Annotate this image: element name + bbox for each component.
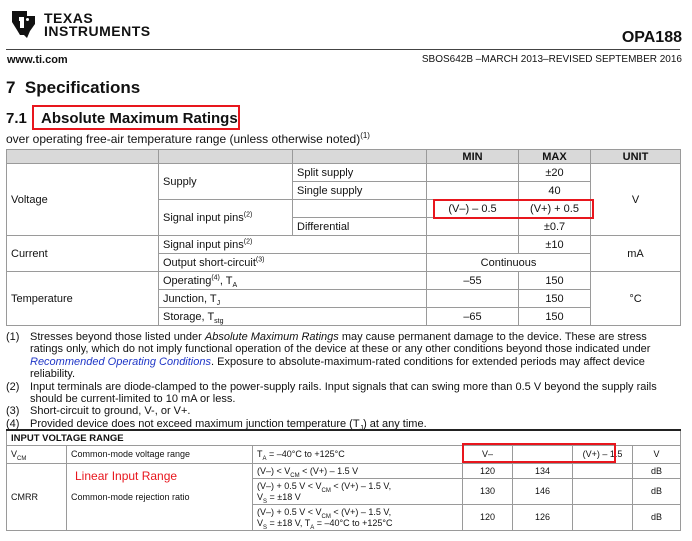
section-name: Specifications — [24, 78, 141, 97]
footnote-1: (1) Stresses beyond those listed under Absolute Maximum Ratings may cause permanent damage to the device. These are stress ratings only, which do not imply functional operation of the device at these or any other conditions beyond those indicated under Recommended Operating Conditions. Exposure to absolute-maximum-rated conditions for extended periods may affect device reliability. — [6, 331, 651, 381]
operating-temp-min: –55 — [427, 272, 519, 290]
cmrr-symbol: CMRR — [7, 464, 67, 531]
highlight-box-signal-input — [433, 199, 594, 219]
footnote-2: (2) Input terminals are diode-clamped to the power-supply rails. Input signals that can swing more than 0.5 V beyond the supply rails should be current-limited to 10 mA or less. — [6, 380, 657, 406]
min-header: MIN — [427, 150, 519, 164]
temperature-unit: °C — [591, 272, 681, 326]
table-row — [7, 272, 681, 290]
vcm-unit: V — [633, 446, 681, 464]
vcm-parameter: Common-mode voltage range — [67, 446, 253, 464]
cmrr-min-2: 130 — [463, 479, 513, 505]
vcm-symbol: $V_{CM}$ — [7, 446, 67, 464]
voltage-label: Voltage — [7, 164, 159, 236]
current-unit: mA — [591, 236, 681, 272]
split-supply-max: ±20 — [519, 164, 591, 182]
single-supply-label: Single supply — [293, 182, 427, 200]
table-row — [7, 164, 681, 182]
recommended-operating-conditions-link[interactable]: Recommended Operating Conditions — [30, 355, 211, 368]
max-header: MAX — [519, 150, 591, 164]
operating-temp-max: 150 — [519, 272, 591, 290]
cmrr-unit-1: dB — [633, 464, 681, 479]
footnote-3: (3) Short-circuit to ground, V-, or V+. — [6, 405, 191, 418]
signal-input-pins-label: Signal input pins$^{(2)}$ — [159, 200, 293, 236]
cmrr-min-3: 120 — [463, 505, 513, 531]
description-text: over operating free-air temperature range (unless otherwise noted) — [6, 132, 361, 146]
absolute-max-ratings-table — [6, 149, 681, 326]
storage-temp-max: 150 — [519, 308, 591, 326]
subsection-number: 7.1 — [6, 110, 27, 127]
cmrr-condition-2: (V–) + 0.5 $V < V_{CM} < (V+) - 1.5$ V, $V_S = \pm 18$ V — [253, 479, 463, 505]
operating-temp-label: Operating$^{(4)}$, $T_A$ — [159, 272, 427, 290]
section-title — [6, 78, 140, 98]
current-signal-max: ±10 — [519, 236, 591, 254]
cmrr-parameter: Common-mode rejection ratio — [67, 464, 253, 531]
linear-input-range-annotation: Linear Input Range — [75, 469, 178, 483]
cmrr-condition-1: $(V-) < V_{CM} < (V+) - 1.5$ V — [253, 464, 463, 479]
part-number: OPA188 — [621, 29, 682, 46]
output-short-circuit-value: Continuous — [427, 254, 591, 272]
cmrr-condition-3: (V–) + 0.5 $V < V_{CM} < (V+) - 1.5$ V, $V_S = \pm 18$ V, $T_A = -40^\circ C$ to +125°C — [253, 505, 463, 531]
description-note-ref: (1) — [360, 131, 370, 140]
current-label: Current — [7, 236, 159, 272]
output-short-circuit-label: Output short-circuit$^{(3)}$ — [159, 254, 427, 272]
ti-logo-icon — [8, 8, 38, 40]
current-signal-pins-label: Signal input pins$^{(2)}$ — [159, 236, 427, 254]
cmrr-min-1: 120 — [463, 464, 513, 479]
section-number: 7 — [6, 78, 16, 97]
cmrr-unit-3: dB — [633, 505, 681, 531]
table-header-row — [7, 150, 681, 164]
cmrr-typ-1: 134 — [513, 464, 573, 479]
brand-name-line1: TEXAS — [44, 10, 94, 26]
voltage-unit: V — [591, 164, 681, 236]
table-description — [6, 131, 370, 146]
split-supply-label: Split supply — [293, 164, 427, 182]
supply-label: Supply — [159, 164, 293, 200]
junction-temp-label: Junction, $T_J$ — [159, 290, 427, 308]
input-voltage-range-title: INPUT VOLTAGE RANGE — [7, 430, 681, 446]
header-divider — [6, 49, 680, 50]
cmrr-typ-2: 146 — [513, 479, 573, 505]
brand-name-line2: INSTRUMENTS — [44, 23, 151, 39]
vcm-max: (V+) – 1.5 — [573, 446, 633, 464]
cmrr-typ-3: 126 — [513, 505, 573, 531]
junction-temp-max: 150 — [519, 290, 591, 308]
single-supply-max: 40 — [519, 182, 591, 200]
differential-value: ±0.7 — [519, 218, 591, 236]
storage-temp-min: –65 — [427, 308, 519, 326]
vcm-min: V– — [463, 446, 513, 464]
document-reference: SBOS642B –MARCH 2013–REVISED SEPTEMBER 2016 — [421, 54, 682, 65]
differential-label: Differential — [293, 218, 427, 236]
highlight-box-vcm — [462, 443, 616, 463]
subsection-title: Absolute Maximum Ratings — [41, 110, 238, 127]
vcm-condition: $T_A = -40^\circ C$ to +125°C — [253, 446, 463, 464]
highlight-box-title — [32, 105, 240, 130]
storage-temp-label: Storage, $T_{stg}$ — [159, 308, 427, 326]
footnotes — [6, 331, 682, 435]
signal-input-max: (V+) + 0.5 — [519, 200, 591, 218]
website-link[interactable]: www.ti.com — [7, 54, 68, 66]
footnote-4: (4) Provided device does not exceed maximum junction temperature $(T_J)$ at any time. — [6, 417, 427, 433]
unit-header: UNIT — [591, 150, 681, 164]
temperature-label: Temperature — [7, 272, 159, 326]
cmrr-unit-2: dB — [633, 479, 681, 505]
table-row — [7, 236, 681, 254]
signal-input-min: (V–) – 0.5 — [427, 200, 519, 218]
